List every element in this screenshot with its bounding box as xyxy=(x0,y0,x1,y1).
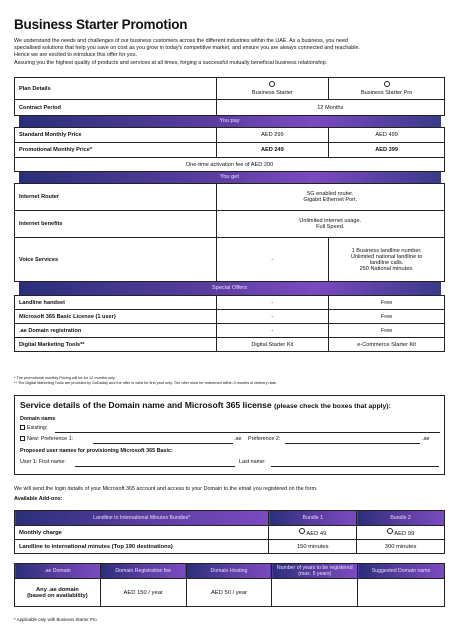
plan-details-label: Plan Details xyxy=(15,78,217,100)
pref2-field[interactable] xyxy=(285,443,420,444)
router-row xyxy=(15,184,445,211)
existing-label: Existing: xyxy=(27,425,48,431)
voice-row xyxy=(15,238,445,282)
benefits-line: Full Speed. xyxy=(316,224,345,230)
ae-row xyxy=(15,324,445,338)
handset-row xyxy=(15,296,445,310)
dmt-row xyxy=(15,338,445,352)
hosting-fee: AED 50 / year xyxy=(186,579,272,607)
ae-starter: - xyxy=(216,324,329,338)
promo-pro: AED 399 xyxy=(329,143,445,158)
domain-header-hosting: Domain Hosting xyxy=(186,564,272,579)
addons-header-row xyxy=(15,511,445,526)
domain-row xyxy=(15,579,445,607)
first-name-label: User 1: First name: xyxy=(20,459,66,465)
new-pref1-label: New: Preference 1: xyxy=(27,436,74,442)
intro-line: Assuring you the highest quality of products and services at all times, forging a successful mutually beneficial business relationship. xyxy=(14,59,328,66)
contract-label: Contract Period xyxy=(15,100,217,116)
existing-option[interactable] xyxy=(20,425,47,431)
radio-pro[interactable] xyxy=(384,81,390,87)
footnote-dmt: ** The Digital Marketing Tools are provided by GoDaddy and the offer is valid for first year only. The offer must be redeemed within 3 months of delivery date. xyxy=(14,381,277,385)
standard-pro: AED 499 xyxy=(329,128,445,143)
band-you-pay: You pay xyxy=(19,116,441,127)
minutes-label: Landline to international minutes (Top 190 destinations) xyxy=(15,540,269,554)
band-row xyxy=(15,172,445,184)
minutes-row xyxy=(15,540,445,554)
band-row xyxy=(15,116,445,128)
existing-field[interactable] xyxy=(55,432,440,433)
years-field[interactable] xyxy=(272,579,358,607)
existing-checkbox[interactable] xyxy=(20,425,25,430)
domain-header-suggested: Suggested Domain name xyxy=(358,564,445,579)
router-line: 5G enabled router. xyxy=(307,191,354,197)
voice-line: landline calls. xyxy=(369,259,404,266)
m365-row xyxy=(15,310,445,324)
ae-label: .ae Domain registration xyxy=(15,324,217,338)
voice-line: Unlimited national landline to xyxy=(350,253,423,260)
voice-line: 250 National minutes. xyxy=(359,265,414,272)
addons-header-bundle1: Bundle 1 xyxy=(269,511,357,526)
bundle2-minutes: 300 minutes xyxy=(357,540,445,554)
handset-label: Landline handset xyxy=(15,296,217,310)
monthly-row xyxy=(15,526,445,540)
login-note: We will send the login details of your Microsoft 365 account and access to your Domain to the email you registered on the form. xyxy=(14,486,318,492)
domain-table xyxy=(14,563,445,607)
dmt-label: Digital Marketing Tools** xyxy=(15,338,217,352)
addons-header-title: Landline to International Minutes Bundles* xyxy=(15,511,269,526)
addons-table xyxy=(14,510,445,554)
intro-text xyxy=(14,38,464,67)
ae-suffix-1: .ae xyxy=(234,436,242,442)
standard-row xyxy=(15,128,445,143)
bundle1-option[interactable] xyxy=(269,526,357,540)
contract-value: 12 Months xyxy=(216,100,445,116)
service-title-note: (please check the boxes that apply): xyxy=(274,403,391,410)
plan-header-row xyxy=(15,78,445,100)
router-line: Gigabit Ethernet Port. xyxy=(303,197,358,203)
registration-fee: AED 150 / year xyxy=(100,579,186,607)
any-domain-line: (based on availability) xyxy=(27,592,88,599)
dmt-starter: Digital Starter Kit xyxy=(216,338,329,352)
promo-row xyxy=(15,143,445,158)
handset-pro: Free xyxy=(329,296,445,310)
benefits-line: Unlimited internet usage. xyxy=(299,218,362,224)
addons-header-bundle2: Bundle 2 xyxy=(357,511,445,526)
bundle2-price: AED 99 xyxy=(394,531,415,537)
radio-starter[interactable] xyxy=(269,81,275,87)
m365-pro: Free xyxy=(329,310,445,324)
band-special-offers: Special Offers xyxy=(19,282,441,295)
new-checkbox[interactable] xyxy=(20,436,25,441)
page-title: Business Starter Promotion xyxy=(14,17,188,32)
ae-pro: Free xyxy=(329,324,445,338)
bundle1-price: AED 49 xyxy=(306,531,327,537)
domain-header-fee: Domain Registration fee xyxy=(100,564,186,579)
domain-header-ae: .ae Domain xyxy=(15,564,101,579)
promo-starter: AED 249 xyxy=(216,143,329,158)
plan-option-pro[interactable] xyxy=(329,78,445,100)
voice-starter: - xyxy=(216,238,329,282)
plan-option-starter[interactable] xyxy=(216,78,329,100)
pref1-field[interactable] xyxy=(93,443,233,444)
domain-name-label: Domain name xyxy=(20,416,56,422)
addons-label: Available Add-ons: xyxy=(14,496,63,502)
intro-line: Hence we are excited to introduce this offer for you. xyxy=(14,52,138,59)
m365-label: Microsoft 365 Basic License (1 user) xyxy=(15,310,217,324)
any-domain-line: Any .ae domain xyxy=(35,586,79,593)
m365-starter: - xyxy=(216,310,329,324)
domain-header-row xyxy=(15,564,445,579)
activation-row xyxy=(15,158,445,172)
dmt-pro: e-Commerce Starter Kit xyxy=(329,338,445,352)
radio-bundle2[interactable] xyxy=(387,528,393,534)
handset-starter: - xyxy=(216,296,329,310)
last-name-field[interactable] xyxy=(271,466,439,467)
any-domain-label xyxy=(15,579,101,607)
contract-row xyxy=(15,100,445,116)
intro-line: We understand the needs and challenges of our business customers across the different industries within the UAE. As a business, you need xyxy=(14,38,348,44)
plan-name-pro: Business Starter Pro xyxy=(360,90,413,96)
band-you-get: You get xyxy=(19,172,441,183)
new-option[interactable] xyxy=(20,436,73,442)
suggested-domain-field[interactable] xyxy=(358,579,445,607)
standard-label: Standard Monthly Price xyxy=(15,128,217,143)
monthly-label: Monthly charge xyxy=(15,526,269,540)
voice-pro xyxy=(329,238,445,282)
benefits-row xyxy=(15,211,445,238)
domain-header-years: Number of years to be registered (max. 5 years) xyxy=(272,564,358,579)
benefits-value xyxy=(216,211,445,238)
footnote-promo: * The promotional monthly Pricing will be for 12 months only. xyxy=(14,376,116,380)
last-name-label: Last name: xyxy=(239,459,266,465)
promo-label: Promotional Monthly Price* xyxy=(15,143,217,158)
pref2-label: Preference 2: xyxy=(248,436,281,442)
band-row xyxy=(15,282,445,296)
bundle1-minutes: 150 minutes xyxy=(269,540,357,554)
router-value xyxy=(216,184,445,211)
benefits-label: Internet benefits xyxy=(15,211,217,238)
proposed-label: Proposed user names for provisioning Microsoft 365 Basic: xyxy=(20,448,173,454)
service-details-box xyxy=(14,395,445,475)
standard-starter: AED 299 xyxy=(216,128,329,143)
plan-table xyxy=(14,77,445,352)
footnote-pro: * Applicable only with Business Starter Pro xyxy=(14,617,97,622)
bundle2-option[interactable] xyxy=(357,526,445,540)
first-name-field[interactable] xyxy=(75,466,235,467)
service-title-text: Service details of the Domain name and Microsoft 365 license xyxy=(20,400,272,410)
intro-line: specialised solutions that help you save on cost as you grow in today's competitive market, and ensure you are always connected and reachable. xyxy=(14,45,360,52)
radio-bundle1[interactable] xyxy=(299,528,305,534)
service-title xyxy=(20,400,391,410)
voice-label: Voice Services xyxy=(15,238,217,282)
voice-line: 1 Business landline number. xyxy=(351,247,422,254)
plan-name-starter: Business Starter xyxy=(251,90,293,96)
router-label: Internet Router xyxy=(15,184,217,211)
ae-suffix-2: .ae xyxy=(422,436,430,442)
activation-fee: One-time activation fee of AED 200 xyxy=(15,158,445,172)
